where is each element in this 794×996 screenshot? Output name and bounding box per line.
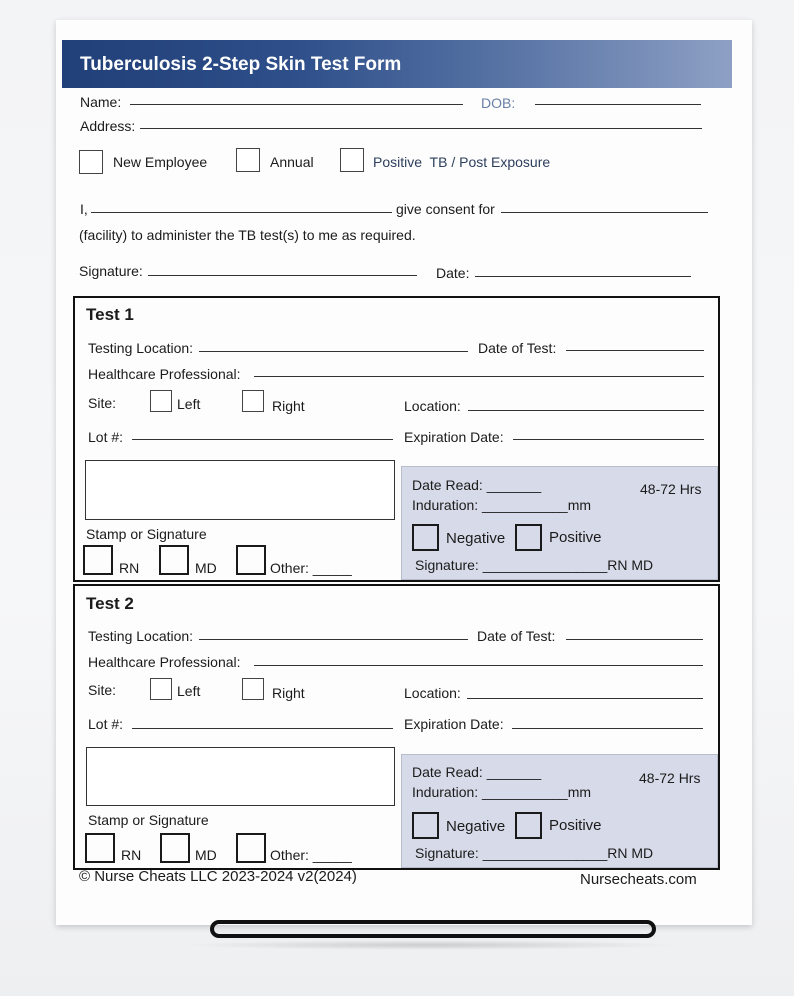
test-2-negative-label: Negative [446, 818, 506, 835]
test-1-negative-label: Negative [446, 530, 506, 547]
test-2-md-label: MD [195, 847, 217, 863]
test-1-rn-checkbox[interactable] [83, 545, 113, 575]
test-1-healthcare-professional-label: Healthcare Professional: [88, 366, 241, 382]
test-1-md-checkbox[interactable] [159, 545, 189, 575]
test-2-other-label[interactable]: Other: _____ [270, 847, 352, 863]
date-field[interactable] [475, 276, 691, 277]
test-2-healthcare-professional-field[interactable] [254, 665, 703, 666]
test-1-left-label: Left [177, 396, 201, 412]
test-1-other-label[interactable]: Other: _____ [270, 560, 352, 576]
test-2-stamp-label: Stamp or Signature [88, 812, 209, 828]
test-2-hrs-label: 48-72 Hrs [639, 770, 701, 786]
test-1-expiration-field[interactable] [513, 439, 704, 440]
annual-checkbox[interactable] [236, 148, 260, 172]
test-2-negative-checkbox[interactable] [412, 812, 439, 839]
test-1-right-label: Right [272, 398, 305, 414]
test-1-stamp-box[interactable] [85, 460, 395, 520]
test-2-testing-location-field[interactable] [199, 639, 468, 640]
test-1-read-signature[interactable]: Signature: ________________RN MD [415, 557, 654, 573]
test-2-left-label: Left [177, 683, 201, 699]
test-2-testing-location-label: Testing Location: [88, 628, 194, 644]
consent-give-label: give consent for [396, 201, 495, 217]
test-2-rn-label: RN [121, 847, 142, 863]
test-2-left-checkbox[interactable] [150, 678, 172, 700]
consent-facility-text: (facility) to administer the TB test(s) to me as required. [79, 227, 416, 243]
test-2-md-checkbox[interactable] [160, 833, 190, 863]
test-2-title: Test 2 [86, 594, 134, 613]
test-1-expiration-label: Expiration Date: [404, 429, 504, 445]
form-title: Tuberculosis 2-Step Skin Test Form [80, 54, 402, 75]
dob-field[interactable] [535, 104, 701, 105]
test-1-induration[interactable]: Induration: ___________mm [412, 497, 592, 513]
name-label: Name: [80, 94, 122, 110]
form-header [62, 40, 732, 88]
test-2-lot-field[interactable] [132, 728, 393, 729]
test-2-stamp-box[interactable] [86, 747, 395, 806]
test-2-site-label: Site: [88, 682, 117, 698]
positive-tb-checkbox[interactable] [340, 148, 364, 172]
test-2-location-field[interactable] [467, 698, 703, 699]
test-1-site-label: Site: [88, 395, 117, 411]
test-2-induration[interactable]: Induration: ___________mm [412, 784, 592, 800]
signature-field[interactable] [148, 275, 417, 276]
test-1-date-of-test-field[interactable] [566, 350, 704, 351]
test-1-testing-location-field[interactable] [199, 351, 468, 352]
test-1-right-checkbox[interactable] [242, 390, 264, 412]
test-2-date-of-test-field[interactable] [566, 639, 703, 640]
address-label: Address: [80, 118, 136, 134]
test-1-date-read[interactable]: Date Read: _______ [412, 477, 542, 493]
test-2-date-read[interactable]: Date Read: _______ [412, 764, 542, 780]
test-2-positive-checkbox[interactable] [515, 812, 542, 839]
signature-label: Signature: [79, 263, 143, 279]
test-2-other-checkbox[interactable] [236, 833, 266, 863]
test-2-read-signature[interactable]: Signature: ________________RN MD [415, 845, 654, 861]
test-1-hrs-label: 48-72 Hrs [640, 481, 702, 497]
display-stand [210, 920, 656, 938]
name-field[interactable] [130, 104, 463, 105]
new-employee-checkbox[interactable] [79, 150, 103, 174]
test-1-positive-label: Positive [549, 529, 602, 546]
consent-i-label: I, [80, 201, 88, 217]
test-2-expiration-label: Expiration Date: [404, 716, 504, 732]
test-1-md-label: MD [195, 560, 217, 576]
consent-name-field[interactable] [91, 212, 392, 213]
test-1-left-checkbox[interactable] [150, 390, 172, 412]
test-1-positive-checkbox[interactable] [515, 524, 542, 551]
test-1-title: Test 1 [86, 305, 134, 324]
test-1-stamp-label: Stamp or Signature [86, 526, 207, 542]
test-1-testing-location-label: Testing Location: [88, 340, 194, 356]
test-1-rn-label: RN [119, 560, 140, 576]
dob-label: DOB: [481, 95, 516, 111]
date-label: Date: [436, 265, 470, 281]
test-1-other-checkbox[interactable] [236, 545, 266, 575]
test-2-location-label: Location: [404, 685, 461, 701]
annual-label: Annual [270, 154, 314, 170]
address-field[interactable] [140, 128, 702, 129]
test-1-healthcare-professional-field[interactable] [254, 376, 704, 377]
test-2-lot-label: Lot #: [88, 716, 124, 732]
test-1-location-field[interactable] [468, 410, 704, 411]
new-employee-label: New Employee [113, 154, 208, 170]
test-1-lot-label: Lot #: [88, 429, 124, 445]
test-2-rn-checkbox[interactable] [85, 833, 115, 863]
test-1-lot-field[interactable] [132, 439, 393, 440]
footer-copyright: © Nurse Cheats LLC 2023-2024 v2(2024) [79, 868, 357, 885]
test-2-positive-label: Positive [549, 817, 602, 834]
test-2-right-checkbox[interactable] [242, 678, 264, 700]
test-1-location-label: Location: [404, 398, 461, 414]
footer-website: Nursecheats.com [580, 871, 697, 888]
consent-facility-field[interactable] [501, 212, 708, 213]
test-2-expiration-field[interactable] [512, 728, 703, 729]
test-1-date-of-test-label: Date of Test: [478, 340, 557, 356]
test-2-date-of-test-label: Date of Test: [477, 628, 556, 644]
positive-tb-label: Positive TB / Post Exposure [373, 154, 551, 170]
stand-shadow [180, 940, 680, 950]
test-1-negative-checkbox[interactable] [412, 524, 439, 551]
test-2-right-label: Right [272, 685, 305, 701]
test-2-healthcare-professional-label: Healthcare Professional: [88, 654, 241, 670]
